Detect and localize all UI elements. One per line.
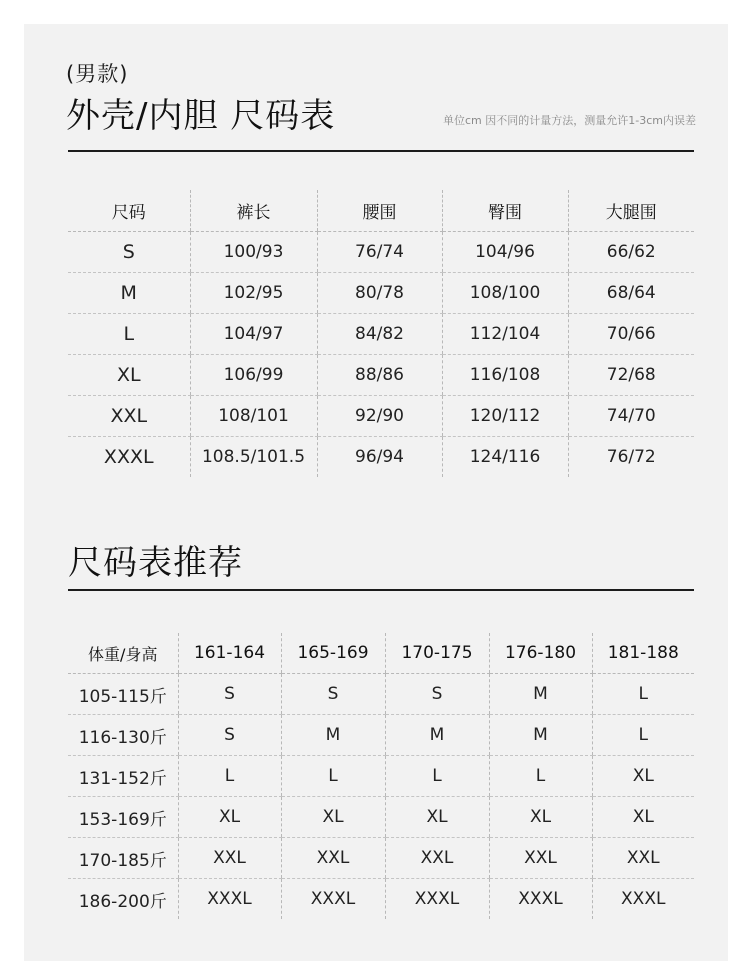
table-cell: XXL xyxy=(592,838,694,879)
table-cell: XL xyxy=(178,797,281,838)
table-cell: 102/95 xyxy=(190,273,317,314)
table-row xyxy=(68,355,694,396)
table-cell: 84/82 xyxy=(317,314,442,355)
table-cell: XXL xyxy=(489,838,592,879)
table-cell: XXL xyxy=(178,838,281,879)
table-header-row xyxy=(68,190,694,232)
table-cell: XXXL xyxy=(489,879,592,920)
table-cell: 70/66 xyxy=(568,314,694,355)
column-header: 181-188 xyxy=(592,633,694,674)
table-cell: L xyxy=(68,314,190,355)
table-cell: S xyxy=(68,232,190,273)
table-cell: XXL xyxy=(385,838,489,879)
table-row xyxy=(68,838,694,879)
column-header: 腰围 xyxy=(317,190,442,232)
table-cell: 153-169斤 xyxy=(68,797,178,838)
title-divider xyxy=(68,150,694,152)
table-row xyxy=(68,314,694,355)
column-header: 裤长 xyxy=(190,190,317,232)
table-cell: L xyxy=(489,756,592,797)
table-cell: L xyxy=(178,756,281,797)
table-cell: 170-185斤 xyxy=(68,838,178,879)
table-cell: L xyxy=(281,756,385,797)
table-cell: XXXL xyxy=(281,879,385,920)
table-cell: S xyxy=(178,674,281,715)
table-cell: XXL xyxy=(281,838,385,879)
table-cell: XL xyxy=(592,797,694,838)
table-cell: 186-200斤 xyxy=(78,891,167,912)
table-cell: M xyxy=(281,715,385,756)
table-row xyxy=(68,396,694,437)
table-cell: L xyxy=(385,756,489,797)
table-row xyxy=(68,797,694,838)
table-cell: XXXL xyxy=(178,879,281,920)
gender-subtitle: (男款) xyxy=(66,62,129,86)
table-row xyxy=(68,879,694,920)
table-cell: 108.5/101.5 xyxy=(190,437,317,478)
table-row xyxy=(68,273,694,314)
table-cell: 131-152斤 xyxy=(68,756,178,797)
column-header: 176-180 xyxy=(489,633,592,674)
table-row xyxy=(68,437,694,478)
column-header: 170-175 xyxy=(385,633,489,674)
table-cell: 104/96 xyxy=(442,232,568,273)
size-chart-table xyxy=(68,190,694,477)
table-cell: 106/99 xyxy=(190,355,317,396)
table-cell: L xyxy=(592,674,694,715)
column-header: 尺码 xyxy=(68,190,190,232)
table-cell: XL xyxy=(385,797,489,838)
column-header: 161-164 xyxy=(178,633,281,674)
size-recommendation-table xyxy=(68,633,694,919)
table-header-row xyxy=(68,633,694,674)
column-header: 体重/身高 xyxy=(68,633,178,674)
table-row xyxy=(68,674,694,715)
table-cell: 72/68 xyxy=(568,355,694,396)
table-cell: XL xyxy=(68,355,190,396)
table-cell: 88/86 xyxy=(317,355,442,396)
recommend-title: 尺码表推荐 xyxy=(68,543,243,583)
table-cell: 74/70 xyxy=(568,396,694,437)
table-cell: 116/108 xyxy=(442,355,568,396)
table-cell: XXL xyxy=(68,396,190,437)
table-row xyxy=(68,756,694,797)
table-cell: XXXL xyxy=(592,879,694,920)
table-cell: 108/100 xyxy=(442,273,568,314)
measurement-note: 单位cm 因不同的计量方法，测量允许1-3cm内误差 xyxy=(443,114,696,127)
table-cell: 116-130斤 xyxy=(68,715,178,756)
column-header: 大腿围 xyxy=(568,190,694,232)
column-header: 165-169 xyxy=(281,633,385,674)
table-cell: M xyxy=(68,273,190,314)
table-cell: 124/116 xyxy=(442,437,568,478)
table-cell: M xyxy=(385,715,489,756)
table-cell: 104/97 xyxy=(190,314,317,355)
table-row xyxy=(68,715,694,756)
table-cell: 105-115斤 xyxy=(68,674,178,715)
table-cell: 80/78 xyxy=(317,273,442,314)
table-cell: 96/94 xyxy=(317,437,442,478)
table-cell: M xyxy=(489,715,592,756)
table-cell: 100/93 xyxy=(190,232,317,273)
table-cell: 66/62 xyxy=(568,232,694,273)
table-cell: 68/64 xyxy=(568,273,694,314)
table-cell: XXXL xyxy=(385,879,489,920)
table-cell: 112/104 xyxy=(442,314,568,355)
column-header: 臀围 xyxy=(442,190,568,232)
page-title: 外壳/内胆 尺码表 xyxy=(66,96,336,136)
table-cell: S xyxy=(385,674,489,715)
table-cell: XL xyxy=(489,797,592,838)
table-cell: XL xyxy=(592,756,694,797)
table-cell: L xyxy=(592,715,694,756)
table-cell: S xyxy=(281,674,385,715)
table-cell: 76/74 xyxy=(317,232,442,273)
table-cell: 120/112 xyxy=(442,396,568,437)
table-cell: 108/101 xyxy=(190,396,317,437)
table-cell: 92/90 xyxy=(317,396,442,437)
table-cell: 76/72 xyxy=(568,437,694,478)
recommend-divider xyxy=(68,589,694,591)
table-cell: XL xyxy=(281,797,385,838)
table-row xyxy=(68,232,694,273)
table-cell: S xyxy=(178,715,281,756)
table-cell: M xyxy=(489,674,592,715)
table-cell: XXXL xyxy=(103,446,154,468)
